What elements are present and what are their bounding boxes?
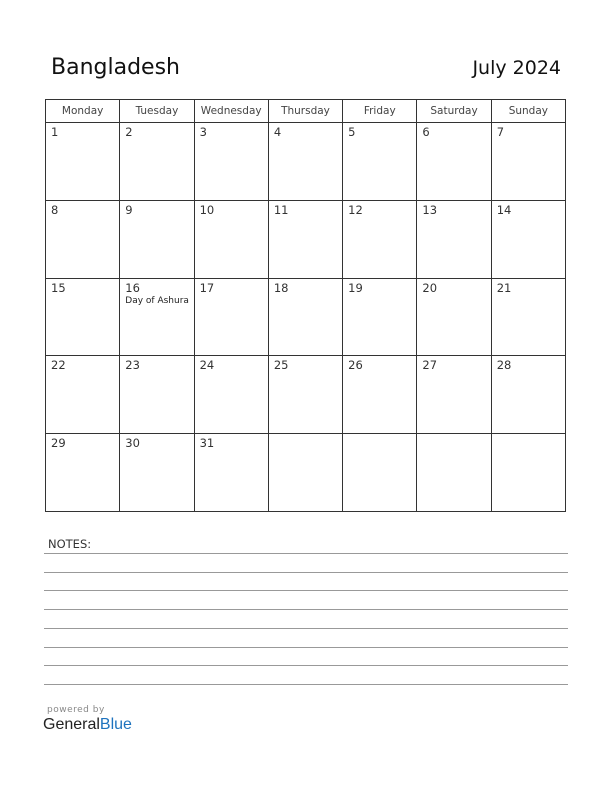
brand-blue: Blue	[99, 716, 132, 733]
day-cell	[120, 434, 194, 512]
day-cell-empty	[491, 434, 565, 512]
day-number: 10	[199, 202, 215, 217]
day-cell	[46, 123, 120, 201]
day-number: 23	[125, 358, 140, 373]
generalblue-logo	[43, 716, 132, 734]
day-number: 9	[125, 202, 133, 217]
day-cell	[46, 434, 120, 512]
weekday-header: Saturday	[417, 100, 491, 123]
day-cell	[268, 123, 342, 201]
day-number: 3	[199, 125, 207, 139]
day-cell	[417, 200, 491, 278]
day-cell-empty	[417, 434, 491, 512]
day-number: 21	[496, 280, 512, 295]
day-number: 8	[51, 202, 59, 217]
note-line	[44, 553, 568, 554]
day-number: 15	[51, 280, 66, 295]
note-line	[44, 684, 568, 685]
day-cell	[194, 356, 268, 434]
note-line	[44, 665, 568, 666]
note-line	[44, 647, 568, 648]
day-number: 17	[199, 280, 215, 295]
day-cell	[194, 434, 268, 512]
weekday-header: Sunday	[491, 100, 565, 123]
weekday-header-row	[46, 100, 566, 123]
day-number: 11	[273, 202, 289, 217]
powered-by-text: powered by	[47, 705, 105, 715]
day-cell	[268, 278, 342, 356]
day-number: 31	[199, 436, 215, 451]
day-number	[492, 434, 565, 436]
day-number: 1	[51, 125, 59, 139]
day-cell	[46, 278, 120, 356]
day-number: 7	[496, 125, 505, 139]
day-number: 18	[273, 280, 289, 295]
day-cell	[417, 123, 491, 201]
calendar-grid	[45, 99, 566, 512]
day-cell	[417, 356, 491, 434]
day-number: 2	[125, 125, 133, 139]
day-cell	[343, 123, 417, 201]
day-cell	[120, 356, 194, 434]
day-cell	[46, 200, 120, 278]
day-cell	[491, 123, 565, 201]
week-row	[46, 434, 566, 512]
day-cell	[194, 200, 268, 278]
day-cell	[491, 278, 565, 356]
note-line	[44, 628, 568, 629]
day-cell-empty	[268, 434, 342, 512]
week-row	[46, 356, 566, 434]
calendar-country-title: Bangladesh	[51, 55, 180, 80]
day-number	[417, 434, 490, 436]
holiday-label: Day of Ashura	[125, 295, 189, 306]
weekday-header: Tuesday	[120, 100, 194, 123]
day-cell	[343, 278, 417, 356]
weekday-header: Wednesday	[194, 100, 268, 123]
day-cell	[194, 278, 268, 356]
day-number: 28	[496, 358, 512, 373]
day-number: 4	[273, 125, 282, 139]
week-row	[46, 123, 566, 201]
day-number: 19	[348, 280, 363, 295]
notes-label: NOTES:	[48, 537, 92, 551]
day-cell	[120, 123, 194, 201]
day-number: 14	[496, 202, 512, 217]
day-number: 5	[348, 125, 356, 139]
day-number: 24	[199, 358, 215, 373]
day-cell-empty	[343, 434, 417, 512]
note-line	[44, 572, 568, 573]
note-line	[44, 590, 568, 591]
calendar-month-title: July 2024	[472, 57, 561, 79]
day-cell	[120, 200, 194, 278]
week-row	[46, 278, 566, 356]
day-number: 30	[125, 436, 140, 451]
day-cell	[120, 278, 194, 356]
day-cell	[417, 278, 491, 356]
day-number: 6	[422, 125, 430, 139]
weekday-header: Thursday	[268, 100, 342, 123]
day-number: 12	[348, 202, 363, 217]
day-cell	[268, 200, 342, 278]
day-number: 22	[51, 358, 66, 373]
day-cell	[194, 123, 268, 201]
day-cell	[46, 356, 120, 434]
day-number: 29	[51, 436, 66, 451]
day-cell	[491, 356, 565, 434]
brand-general: General	[43, 716, 100, 733]
day-number	[269, 434, 342, 436]
weekday-header: Friday	[343, 100, 417, 123]
day-cell	[343, 200, 417, 278]
day-number: 27	[422, 358, 438, 373]
day-cell	[491, 200, 565, 278]
day-cell	[268, 356, 342, 434]
day-number: 16	[125, 280, 140, 295]
day-number: 20	[422, 280, 438, 295]
day-number: 25	[273, 358, 289, 373]
week-row	[46, 200, 566, 278]
note-line	[44, 609, 568, 610]
day-cell	[343, 356, 417, 434]
day-number	[343, 434, 416, 436]
day-number: 26	[348, 358, 363, 373]
weekday-header: Monday	[46, 100, 120, 123]
day-number: 13	[422, 202, 438, 217]
